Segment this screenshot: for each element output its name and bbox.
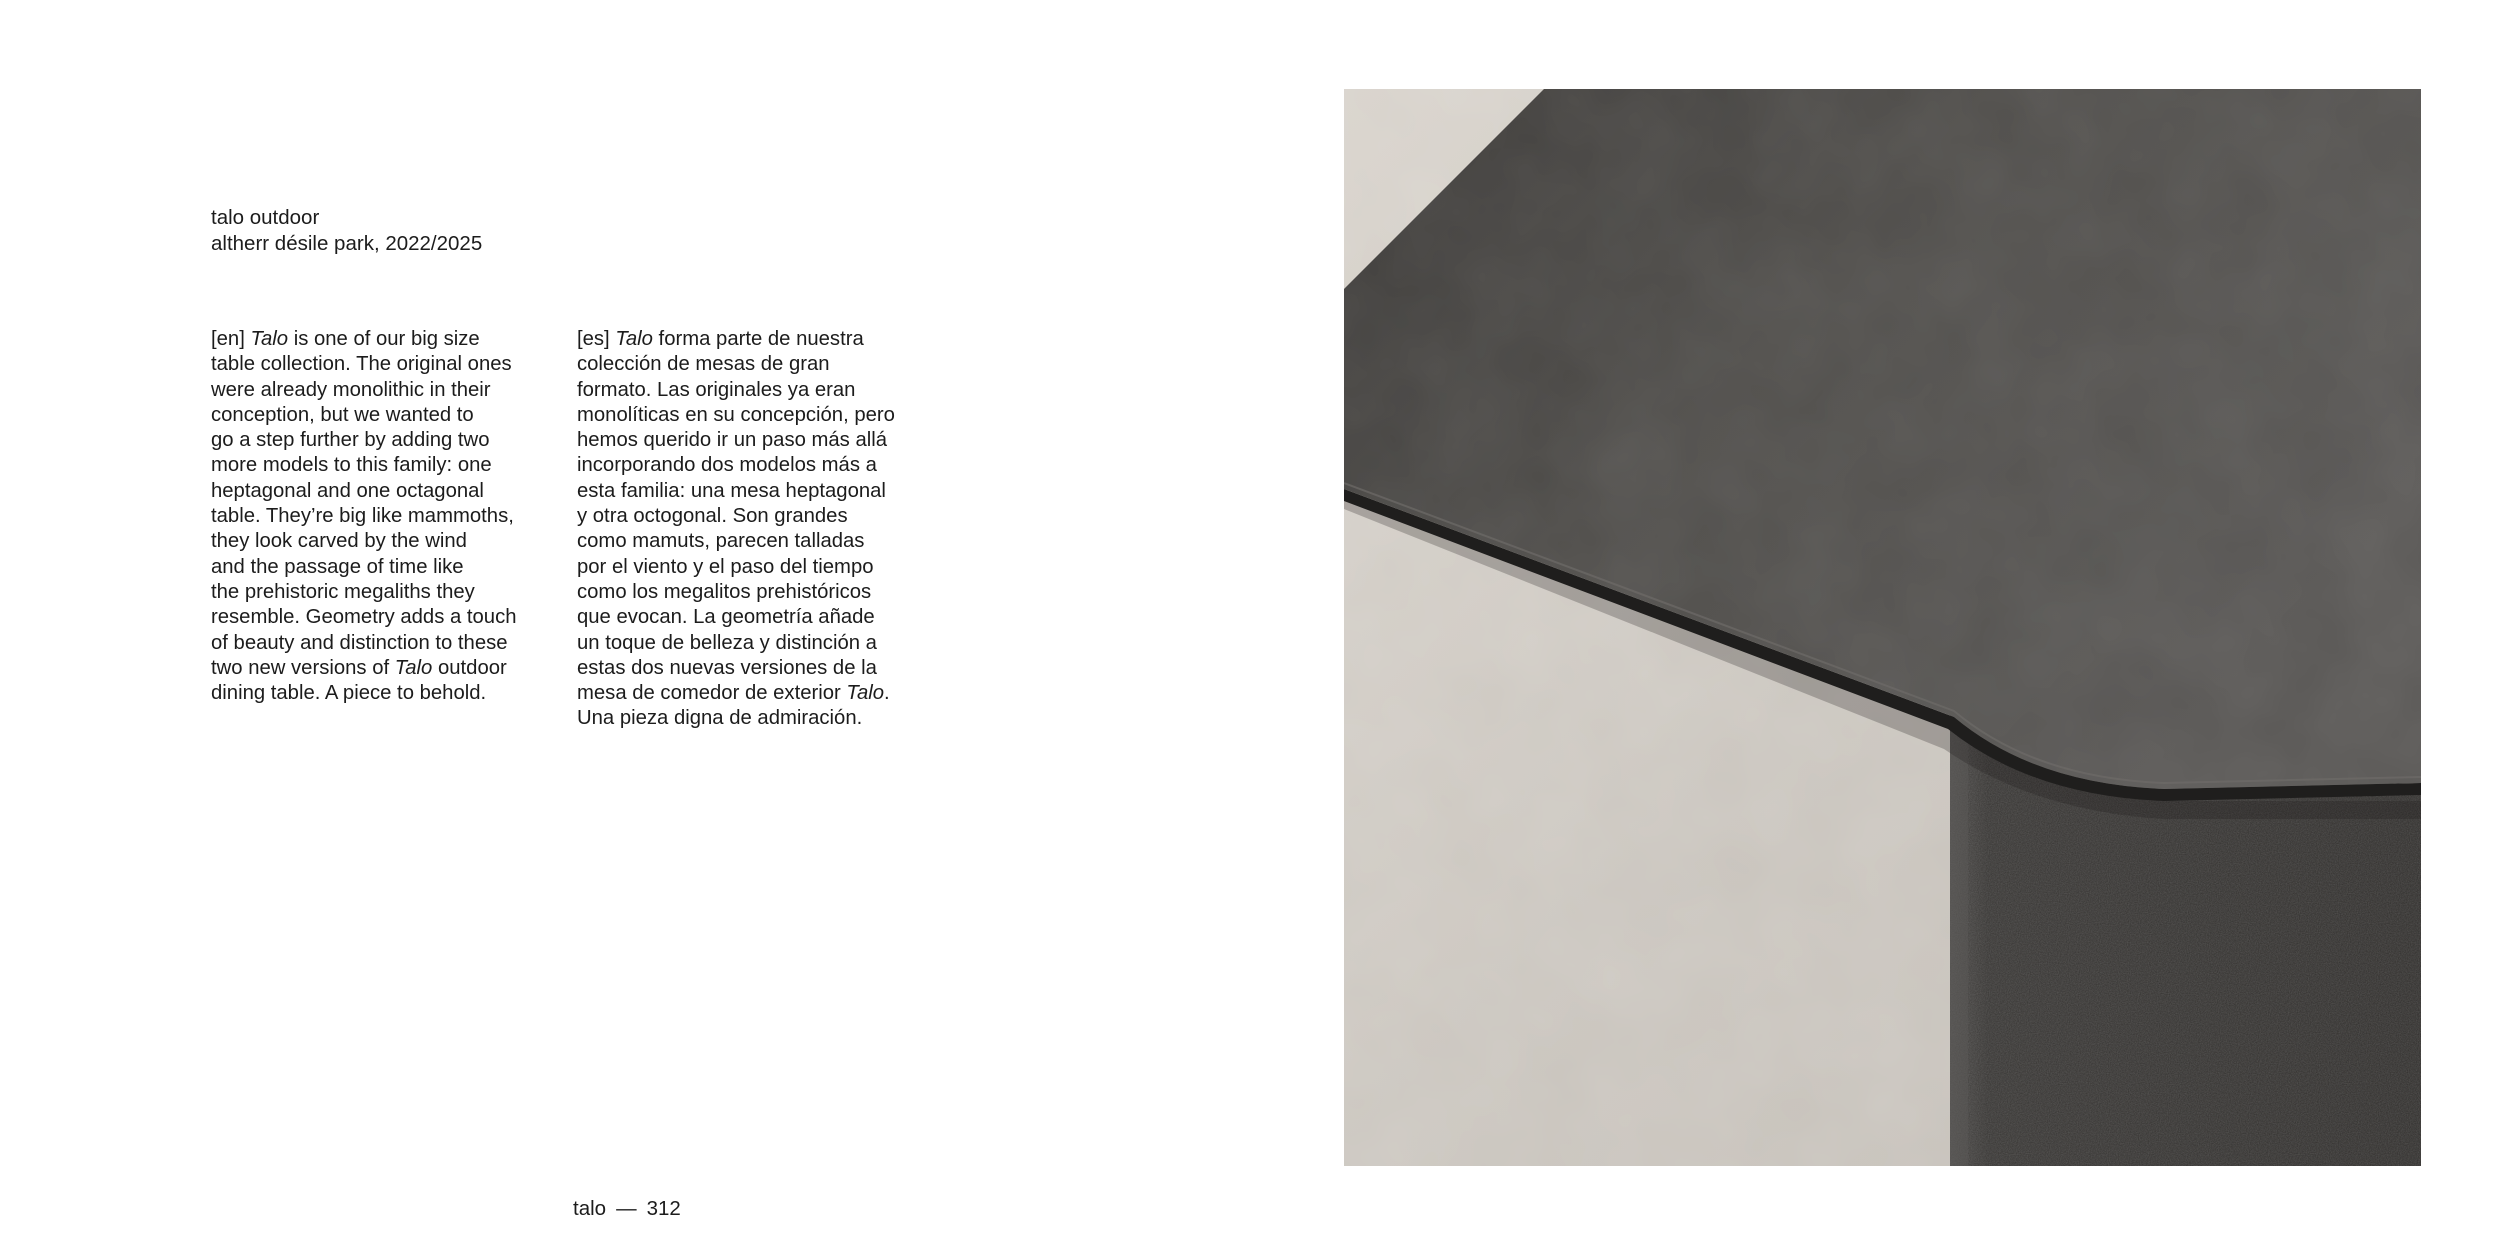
text-line xyxy=(577,403,917,428)
text-segment: outdoor xyxy=(432,656,507,679)
footer-separator: — xyxy=(616,1197,637,1220)
text-line xyxy=(211,555,541,580)
text-segment: heptagonal and one octagonal xyxy=(211,479,484,502)
text-line xyxy=(211,605,541,630)
text-segment: . xyxy=(884,682,890,705)
text-line xyxy=(211,656,541,681)
text-segment: [en] xyxy=(211,328,251,350)
text-line xyxy=(577,428,917,453)
text-segment: estas dos nuevas versiones de la xyxy=(577,656,877,679)
page-footer xyxy=(573,1196,681,1221)
text-line xyxy=(577,352,917,377)
text-line xyxy=(211,681,541,706)
text-line xyxy=(211,580,541,605)
product-name-italic: Talo xyxy=(250,328,289,350)
footer-section: talo xyxy=(573,1197,607,1220)
text-line xyxy=(577,656,917,681)
text-segment: formato. Las originales ya eran xyxy=(577,378,856,401)
text-segment: [es] xyxy=(577,328,616,350)
text-line xyxy=(577,327,917,352)
text-segment: Una pieza digna de admiración. xyxy=(577,707,863,730)
text-segment: the prehistoric megaliths they xyxy=(211,580,475,603)
text-segment: table. They’re big like mammoths, xyxy=(211,505,514,528)
text-line xyxy=(577,479,917,504)
text-line xyxy=(211,378,541,403)
page-header xyxy=(211,205,482,256)
text-line xyxy=(211,403,541,428)
text-segment: por el viento y el paso del tiempo xyxy=(577,555,874,578)
text-segment: were already monolithic in their xyxy=(211,378,491,401)
designer-credit: altherr désile park, 2022/2025 xyxy=(211,231,483,255)
text-segment: conception, but we wanted to xyxy=(211,403,474,426)
table-corner-photo xyxy=(1344,89,2421,1166)
text-line xyxy=(211,631,541,656)
text-line xyxy=(211,327,541,352)
text-line xyxy=(211,352,541,377)
text-line xyxy=(577,529,917,554)
text-segment: two new versions of xyxy=(211,656,395,679)
text-line xyxy=(211,453,541,478)
text-segment: colección de mesas de gran xyxy=(577,353,830,376)
text-segment: of beauty and distinction to these xyxy=(211,631,508,654)
text-segment: monolíticas en su concepción, pero xyxy=(577,403,895,426)
text-line xyxy=(577,555,917,580)
text-segment: un toque de belleza y distinción a xyxy=(577,631,877,654)
text-segment: mesa de comedor de exterior xyxy=(577,682,847,705)
english-text-column xyxy=(211,327,541,706)
text-line xyxy=(577,580,917,605)
text-segment: que evocan. La geometría añade xyxy=(577,606,875,629)
text-segment: more models to this family: one xyxy=(211,454,492,477)
product-title: talo outdoor xyxy=(211,206,320,229)
text-line xyxy=(577,631,917,656)
text-segment: go a step further by adding two xyxy=(211,429,490,452)
text-line xyxy=(211,479,541,504)
text-segment: they look carved by the wind xyxy=(211,530,467,553)
text-line xyxy=(577,605,917,630)
text-segment: resemble. Geometry adds a touch xyxy=(211,606,517,629)
text-line xyxy=(577,706,917,731)
product-name-italic: Talo xyxy=(846,682,885,705)
text-segment: forma parte de nuestra xyxy=(652,328,864,350)
text-line xyxy=(577,504,917,529)
text-line xyxy=(577,378,917,403)
text-segment: dining table. A piece to behold. xyxy=(211,682,487,705)
text-segment: and the passage of time like xyxy=(211,555,464,578)
text-segment: esta familia: una mesa heptagonal xyxy=(577,479,886,502)
text-line xyxy=(577,453,917,478)
product-name-italic: Talo xyxy=(394,656,433,679)
text-segment: hemos querido ir un paso más allá xyxy=(577,429,888,452)
page-number: 312 xyxy=(646,1197,681,1220)
text-segment: table collection. The original ones xyxy=(211,353,512,376)
text-segment: como los megalitos prehistóricos xyxy=(577,580,872,603)
product-name-italic: Talo xyxy=(615,328,653,350)
text-line xyxy=(211,504,541,529)
text-line xyxy=(211,529,541,554)
text-segment: y otra octogonal. Son grandes xyxy=(577,505,848,528)
text-segment: is one of our big size xyxy=(288,328,480,350)
text-line xyxy=(211,428,541,453)
text-line xyxy=(577,681,917,706)
text-segment: como mamuts, parecen talladas xyxy=(577,530,865,553)
spanish-text-column xyxy=(577,327,917,732)
text-segment: incorporando dos modelos más a xyxy=(577,454,877,477)
